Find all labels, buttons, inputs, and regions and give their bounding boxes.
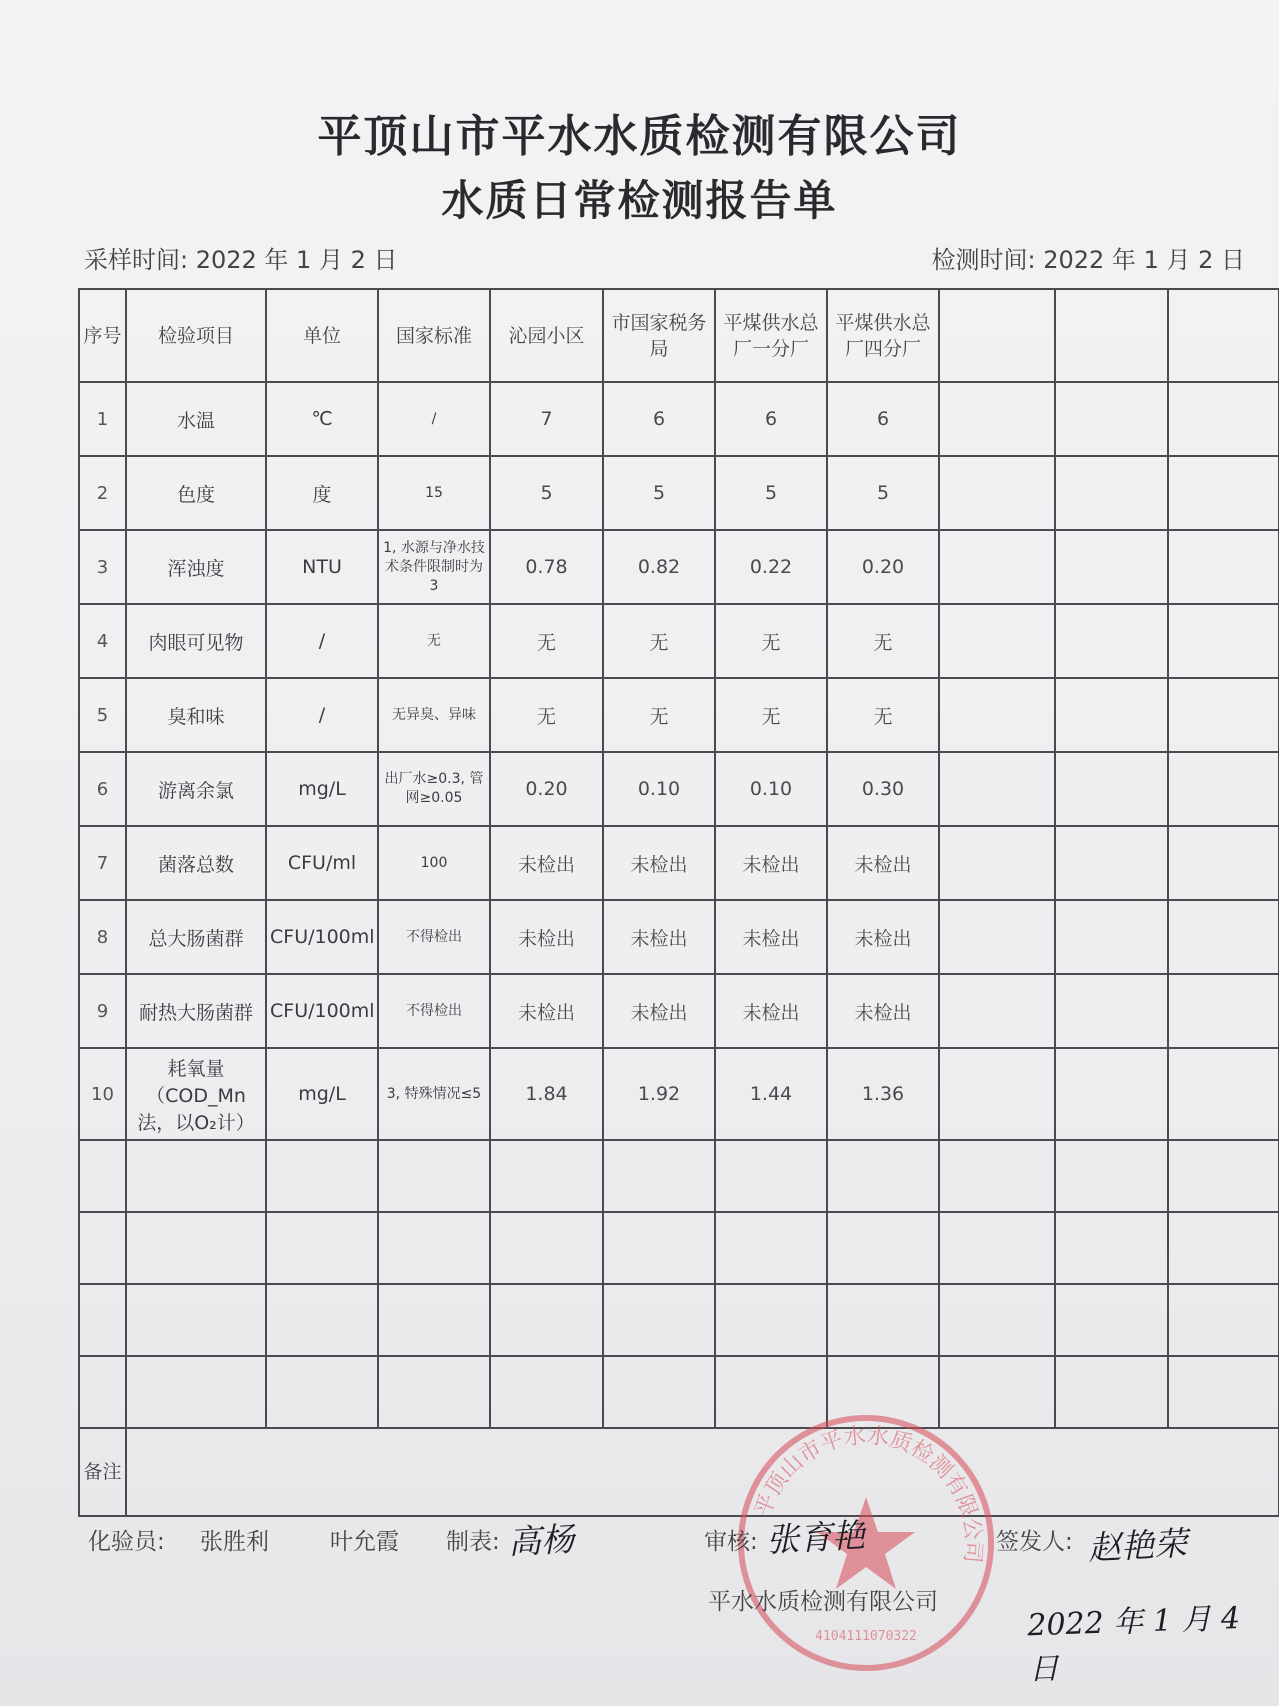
value-site-3: 无 — [715, 604, 827, 678]
test-item: 浑浊度 — [126, 530, 266, 604]
value-site-2: 未检出 — [603, 826, 715, 900]
table-row — [79, 382, 1279, 456]
blank-cell — [939, 530, 1055, 604]
blank-cell — [939, 826, 1055, 900]
value-site-1: 7 — [490, 382, 603, 456]
value-site-2: 0.10 — [603, 752, 715, 826]
unit: NTU — [266, 530, 378, 604]
test-item: 水温 — [126, 382, 266, 456]
unit: mg/L — [266, 752, 378, 826]
blank-cell — [1055, 900, 1168, 974]
value-site-4: 无 — [827, 678, 939, 752]
value-site-4: 0.30 — [827, 752, 939, 826]
blank-cell — [1168, 530, 1279, 604]
company-title: 平顶山市平水水质检测有限公司 — [317, 111, 962, 162]
col-header-item: 检验项目 — [126, 289, 266, 382]
blank-cell — [1055, 752, 1168, 826]
table-row — [79, 456, 1279, 530]
blank-cell — [1168, 752, 1279, 826]
value-site-4: 无 — [827, 604, 939, 678]
value-site-1: 未检出 — [490, 826, 603, 900]
row-number: 1 — [79, 382, 126, 456]
blank-cell — [1168, 826, 1279, 900]
col-header-blank — [1168, 289, 1279, 382]
col-header-site-1: 沁园小区 — [490, 289, 603, 382]
footer-company: 平水水质检测有限公司 — [708, 1589, 938, 1615]
unit: / — [266, 604, 378, 678]
national-standard: 15 — [378, 456, 490, 530]
blank-cell — [1168, 382, 1279, 456]
blank-cell — [939, 456, 1055, 530]
value-site-4: 未检出 — [827, 974, 939, 1048]
blank-cell — [1055, 974, 1168, 1048]
tester-1: 张胜利 — [200, 1529, 269, 1555]
row-number: 10 — [79, 1048, 126, 1140]
value-site-2: 0.82 — [603, 530, 715, 604]
table-row — [79, 900, 1279, 974]
table-row — [79, 974, 1279, 1048]
unit: mg/L — [266, 1048, 378, 1140]
report-table — [78, 288, 1279, 1517]
col-header-site-4: 平煤供水总厂四分厂 — [827, 289, 939, 382]
reviewer-label: 审核: — [704, 1529, 758, 1555]
blank-cell — [1055, 456, 1168, 530]
unit: 度 — [266, 456, 378, 530]
col-header-blank — [939, 289, 1055, 382]
value-site-3: 未检出 — [715, 826, 827, 900]
blank-cell — [1168, 678, 1279, 752]
test-item: 臭和味 — [126, 678, 266, 752]
national-standard: 不得检出 — [378, 974, 490, 1048]
value-site-4: 1.36 — [827, 1048, 939, 1140]
seal-number: 4104111070322 — [815, 1629, 917, 1644]
test-item: 耐热大肠菌群 — [126, 974, 266, 1048]
tester-2: 叶允霞 — [330, 1529, 399, 1555]
row-number: 5 — [79, 678, 126, 752]
test-item: 肉眼可见物 — [126, 604, 266, 678]
col-header-no: 序号 — [79, 289, 126, 382]
value-site-1: 1.84 — [490, 1048, 603, 1140]
row-number: 6 — [79, 752, 126, 826]
tabulator-label: 制表: — [446, 1529, 500, 1555]
blank-cell — [1055, 678, 1168, 752]
blank-cell — [939, 604, 1055, 678]
value-site-2: 未检出 — [603, 974, 715, 1048]
blank-cell — [939, 752, 1055, 826]
table-row — [79, 752, 1279, 826]
blank-cell — [939, 900, 1055, 974]
test-item: 游离余氯 — [126, 752, 266, 826]
issuer-signature: 赵艳荣 — [1087, 1523, 1189, 1568]
table-row — [79, 604, 1279, 678]
value-site-4: 未检出 — [827, 900, 939, 974]
value-site-4: 0.20 — [827, 530, 939, 604]
value-site-3: 0.10 — [715, 752, 827, 826]
value-site-2: 无 — [603, 604, 715, 678]
blank-cell — [1168, 974, 1279, 1048]
value-site-4: 6 — [827, 382, 939, 456]
testing-time: 检测时间: 2022 年 1 月 2 日 — [931, 246, 1245, 274]
blank-cell — [1055, 1048, 1168, 1140]
sampling-time: 采样时间: 2022 年 1 月 2 日 — [84, 246, 398, 274]
blank-cell — [1168, 900, 1279, 974]
reviewer-signature: 张育艳 — [765, 1515, 867, 1560]
value-site-3: 6 — [715, 382, 827, 456]
blank-cell — [939, 1048, 1055, 1140]
empty-row — [79, 1284, 1279, 1356]
value-site-2: 无 — [603, 678, 715, 752]
unit: CFU/100ml — [266, 900, 378, 974]
blank-cell — [1055, 382, 1168, 456]
row-number: 3 — [79, 530, 126, 604]
value-site-1: 无 — [490, 604, 603, 678]
blank-cell — [939, 974, 1055, 1048]
table-header-row — [79, 289, 1279, 382]
unit: / — [266, 678, 378, 752]
national-standard: 100 — [378, 826, 490, 900]
value-site-1: 5 — [490, 456, 603, 530]
unit: CFU/100ml — [266, 974, 378, 1048]
value-site-4: 5 — [827, 456, 939, 530]
value-site-2: 5 — [603, 456, 715, 530]
blank-cell — [1168, 1048, 1279, 1140]
tester-label: 化验员: — [88, 1529, 165, 1555]
table-row — [79, 826, 1279, 900]
empty-row — [79, 1212, 1279, 1284]
col-header-standard: 国家标准 — [378, 289, 490, 382]
table-row — [79, 530, 1279, 604]
blank-cell — [1055, 604, 1168, 678]
value-site-1: 无 — [490, 678, 603, 752]
value-site-3: 5 — [715, 456, 827, 530]
unit: ℃ — [266, 382, 378, 456]
table-row — [79, 1048, 1279, 1140]
unit: CFU/ml — [266, 826, 378, 900]
national-standard: 1, 水源与净水技术条件限制时为3 — [378, 530, 490, 604]
row-number: 4 — [79, 604, 126, 678]
row-number: 7 — [79, 826, 126, 900]
row-number: 9 — [79, 974, 126, 1048]
col-header-site-2: 市国家税务局 — [603, 289, 715, 382]
remarks-label: 备注 — [79, 1428, 126, 1516]
empty-row — [79, 1140, 1279, 1212]
blank-cell — [1168, 456, 1279, 530]
national-standard: / — [378, 382, 490, 456]
national-standard: 无 — [378, 604, 490, 678]
value-site-3: 无 — [715, 678, 827, 752]
row-number: 8 — [79, 900, 126, 974]
value-site-1: 未检出 — [490, 974, 603, 1048]
col-header-unit: 单位 — [266, 289, 378, 382]
issuer-label: 签发人: — [996, 1529, 1073, 1555]
empty-row — [79, 1356, 1279, 1428]
blank-cell — [939, 678, 1055, 752]
test-item: 菌落总数 — [126, 826, 266, 900]
tabulator-signature: 高杨 — [507, 1519, 576, 1562]
national-standard: 3, 特殊情况≤5 — [378, 1048, 490, 1140]
table-row — [79, 678, 1279, 752]
report-title: 水质日常检测报告单 — [441, 176, 838, 225]
col-header-blank — [1055, 289, 1168, 382]
national-standard: 无异臭、异味 — [378, 678, 490, 752]
blank-cell — [1055, 530, 1168, 604]
value-site-3: 1.44 — [715, 1048, 827, 1140]
value-site-3: 未检出 — [715, 974, 827, 1048]
value-site-2: 6 — [603, 382, 715, 456]
value-site-1: 0.78 — [490, 530, 603, 604]
issue-date: 2022 年 1 月 4 日 — [1026, 1600, 1241, 1688]
col-header-site-3: 平煤供水总厂一分厂 — [715, 289, 827, 382]
row-number: 2 — [79, 456, 126, 530]
test-item: 色度 — [126, 456, 266, 530]
value-site-3: 未检出 — [715, 900, 827, 974]
test-item: 耗氧量（COD_Mn法，以O₂计） — [126, 1048, 266, 1140]
value-site-1: 0.20 — [490, 752, 603, 826]
remarks-row — [79, 1428, 1279, 1516]
value-site-3: 0.22 — [715, 530, 827, 604]
value-site-2: 未检出 — [603, 900, 715, 974]
seal-text: 平顶山市平水水质检测有限公司 — [750, 1423, 986, 1565]
remarks-content — [126, 1428, 1279, 1516]
blank-cell — [1055, 826, 1168, 900]
blank-cell — [1168, 604, 1279, 678]
value-site-2: 1.92 — [603, 1048, 715, 1140]
blank-cell — [939, 382, 1055, 456]
value-site-4: 未检出 — [827, 826, 939, 900]
national-standard: 不得检出 — [378, 900, 490, 974]
national-standard: 出厂水≥0.3, 管网≥0.05 — [378, 752, 490, 826]
value-site-1: 未检出 — [490, 900, 603, 974]
test-item: 总大肠菌群 — [126, 900, 266, 974]
